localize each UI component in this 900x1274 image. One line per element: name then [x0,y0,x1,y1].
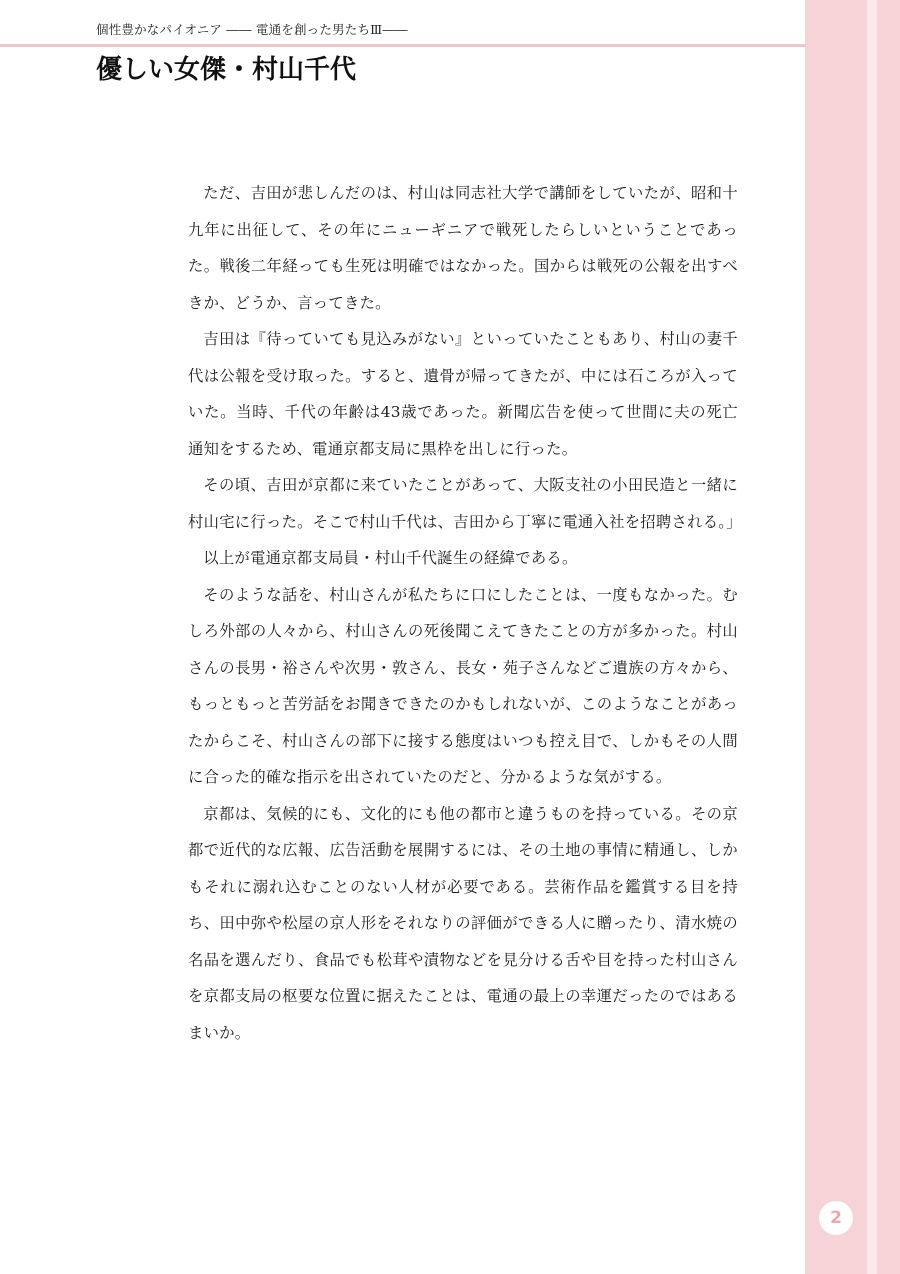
side-color-stripe [867,0,877,1274]
paragraph: 吉田は『待っていても見込みがない』といっていたこともあり、村山の妻千代は公報を受け取った。すると、遺骨が帰ってきたが、中には石ころが入っていた。当時、千代の年齢は43歳であった。新聞広告を使って世間に夫の死亡通知をするため、電通京都支局に黒枠を出しに行った。 [188,330,738,458]
side-color-band [805,0,900,1274]
paragraph: 京都は、気候的にも、文化的にも他の都市と違うものを持っている。その京都で近代的な広報、広告活動を展開するには、その土地の事情に精通し、しかもそれに溺れ込むことのない人材が必要である。芸術作品を鑑賞する目を持ち、田中弥や松屋の京人形をそれなりの評価ができる人に贈ったり、清水焼の名品を選んだり、食品でも松茸や漬物などを見分ける舌や目を持った村山さんを京都支局の枢要な位置に据えたことは、電通の最上の幸運だったのではあるまいか。 [188,804,738,1042]
paragraph: その頃、吉田が京都に来ていたことがあって、大阪支社の小田民造と一緒に村山宅に行った。そこで村山千代は、吉田から丁寧に電通入社を招聘される。」 [188,476,742,531]
paragraph: 以上が電通京都支局員・村山千代誕生の経緯である。 [203,549,578,567]
header-divider [0,44,806,47]
paragraph: ただ、吉田が悲しんだのは、村山は同志社大学で講師をしていたが、昭和十九年に出征して、その年にニューギニアで戦死したらしいということであった。戦後二年経っても生死は明確ではなかった。国からは戦死の公報を出すべきか、どうか、言ってきた。 [188,184,738,312]
page-title: 優しい女傑・村山千代 [96,55,357,85]
article-body [188,175,742,1051]
running-header: 個性豊かなパイオニア ―― 電通を創った男たちⅢ―― [96,22,408,37]
page-number: 2 [819,1201,853,1235]
paragraph: そのような話を、村山さんが私たちに口にしたことは、一度もなかった。むしろ外部の人々から、村山さんの死後聞こえてきたことの方が多かった。村山さんの長男・裕さんや次男・敦さん、長女・苑子さんなどご遺族の方々から、もっともっと苦労話をお聞きできたのかもしれないが、このようなことがあったからこそ、村山さんの部下に接する態度はいつも控え目で、しかもその人間に合った的確な指示を出されていたのだと、分かるような気がする。 [188,585,738,786]
